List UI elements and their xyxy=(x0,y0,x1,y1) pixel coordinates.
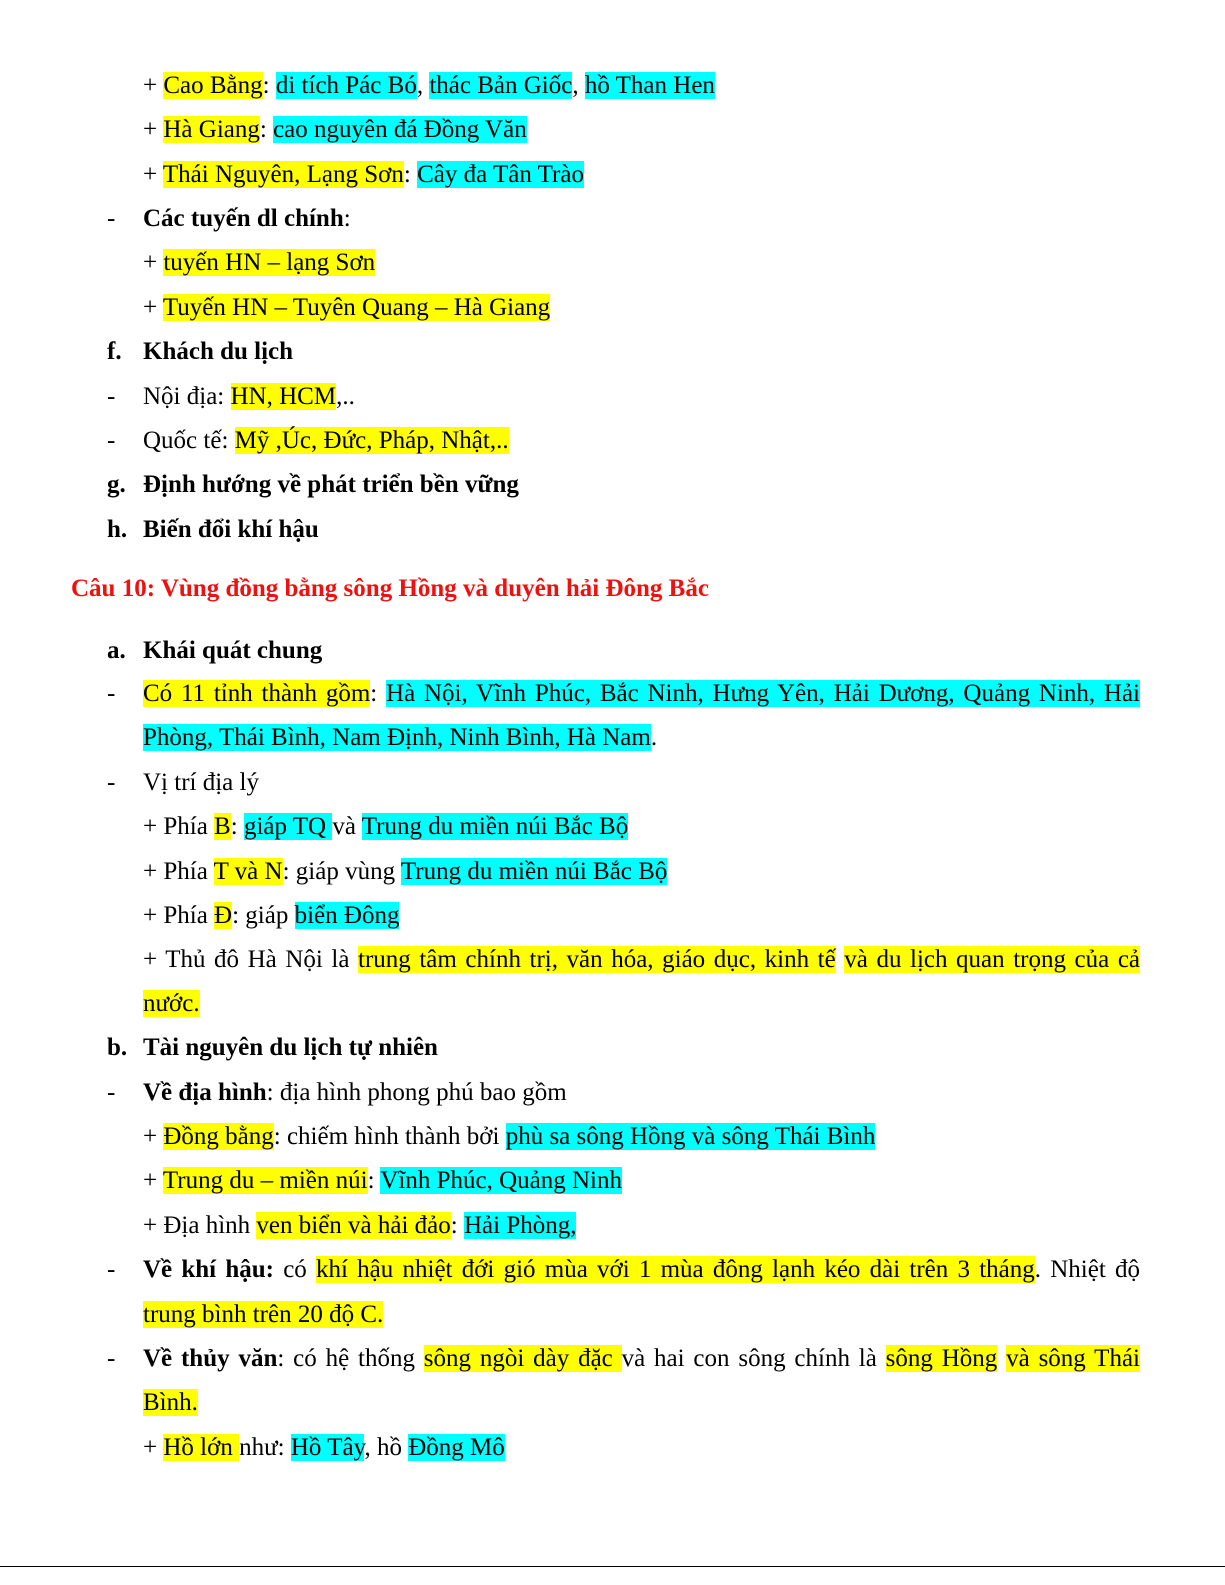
list-marker-h: h. xyxy=(107,516,128,543)
line-ve-thuy-van: Về thủy văn: có hệ thống sông ngòi dày đặc và hai con sông chính là sông Hồng và sông Thái xyxy=(143,1345,1140,1372)
line-phia-bac: + Phía B: giáp TQ và Trung du miền núi Bắc Bộ xyxy=(143,813,629,840)
bullet-dash: - xyxy=(107,1079,116,1106)
heading-khach-du-lich: Khách du lịch xyxy=(143,338,294,365)
list-marker-f: f. xyxy=(107,338,122,365)
bullet-dash: - xyxy=(107,383,116,410)
line-quoc-te: Quốc tế: Mỹ ,Úc, Đức, Pháp, Nhật,.. xyxy=(143,427,509,454)
bullet-dash: - xyxy=(107,1345,116,1372)
line-thu-do-ha-noi: + Thủ đô Hà Nội là trung tâm chính trị, văn hóa, giáo dục, kinh tế và du lịch quan trọng của cả xyxy=(143,946,1141,973)
bullet-dash: - xyxy=(107,680,116,707)
line-ho-lon: + Hồ lớn như: Hồ Tây, hồ Đồng Mô xyxy=(143,1434,505,1461)
line-ve-thuy-van-cont: Bình. xyxy=(143,1389,198,1416)
line-thai-nguyen: + Thái Nguyên, Lạng Sơn: Cây đa Tân Trào xyxy=(143,161,584,188)
line-tuyen-hn-ha-giang: + Tuyến HN – Tuyên Quang – Hà Giang xyxy=(143,294,551,321)
bullet-dash: - xyxy=(107,205,116,232)
section-title: Câu 10: Vùng đồng bằng sông Hồng và duyên hải Đông Bắc xyxy=(71,575,709,602)
line-phia-tay-nam: + Phía T và N: giáp vùng Trung du miền núi Bắc Bộ xyxy=(143,858,668,885)
bullet-dash: - xyxy=(107,769,116,796)
line-ve-khi-hau-cont: trung bình trên 20 độ C. xyxy=(143,1301,384,1328)
line-tuyen-dl: Các tuyến dl chính: xyxy=(143,205,351,232)
line-thu-do-cont: nước. xyxy=(143,990,200,1017)
list-marker-a: a. xyxy=(107,637,126,664)
line-phia-dong: + Phía Đ: giáp biển Đông xyxy=(143,902,400,929)
bullet-dash: - xyxy=(107,1256,116,1283)
line-ve-dia-hinh: Về địa hình: địa hình phong phú bao gồm xyxy=(143,1079,567,1106)
line-trung-du: + Trung du – miền núi: Vĩnh Phúc, Quảng Ninh xyxy=(143,1167,622,1194)
bullet-dash: - xyxy=(107,427,116,454)
heading-khai-quat-chung: Khái quát chung xyxy=(143,637,323,664)
line-11-tinh-thanh: Có 11 tỉnh thành gồm: Hà Nội, Vĩnh Phúc, Bắc Ninh, Hưng Yên, Hải Dương, Quảng Ninh, Hải xyxy=(143,680,1140,707)
line-dong-bang: + Đồng bằng: chiếm hình thành bởi phù sa sông Hồng và sông Thái Bình xyxy=(143,1123,876,1150)
list-marker-g: g. xyxy=(107,471,126,498)
line-cao-bang: + Cao Bằng: di tích Pác Bó, thác Bản Giốc, hồ Than Hen xyxy=(143,72,715,99)
heading-tai-nguyen-tu-nhien: Tài nguyên du lịch tự nhiên xyxy=(143,1034,438,1061)
page-bottom-rule xyxy=(0,1566,1225,1567)
line-ha-giang: + Hà Giang: cao nguyên đá Đồng Văn xyxy=(143,116,527,143)
list-marker-b: b. xyxy=(107,1034,128,1061)
line-11-tinh-thanh-cont: Phòng, Thái Bình, Nam Định, Ninh Bình, Hà Nam. xyxy=(143,724,658,751)
heading-dinh-huong: Định hướng về phát triển bền vững xyxy=(143,471,519,498)
heading-bien-doi-khi-hau: Biến đổi khí hậu xyxy=(143,516,319,543)
line-tuyen-hn-lang-son: + tuyến HN – lạng Sơn xyxy=(143,249,376,276)
line-ven-bien: + Địa hình ven biển và hải đảo: Hải Phòng, xyxy=(143,1212,577,1239)
line-vi-tri-dia-ly: Vị trí địa lý xyxy=(143,769,259,796)
line-noi-dia: Nội địa: HN, HCM,.. xyxy=(143,383,355,410)
line-ve-khi-hau: Về khí hậu: có khí hậu nhiệt đới gió mùa với 1 mùa đông lạnh kéo dài trên 3 tháng. Nhiệt độ xyxy=(143,1256,1140,1283)
